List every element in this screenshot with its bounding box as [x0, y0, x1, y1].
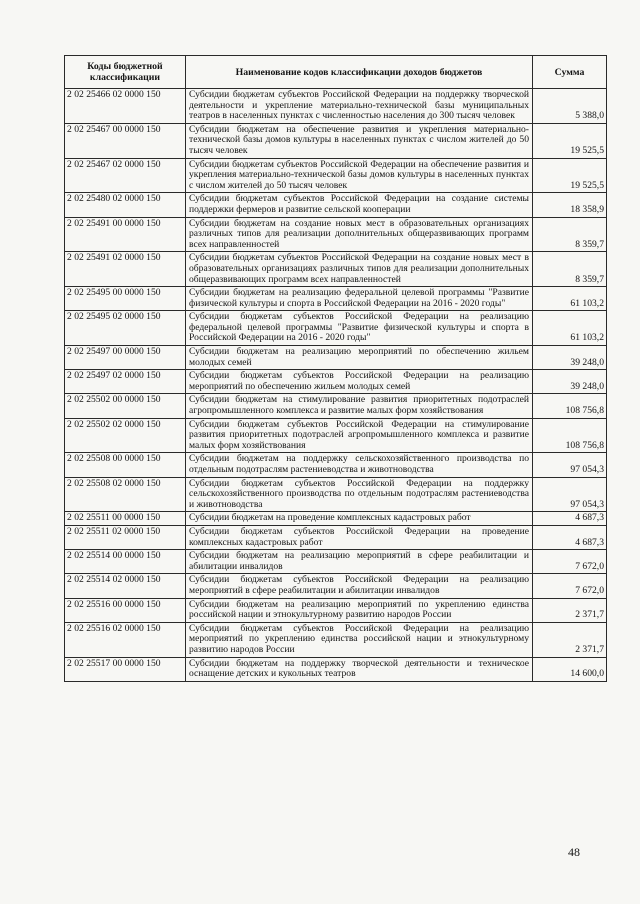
table-row	[65, 158, 607, 193]
table-row	[65, 287, 607, 311]
column-header-code: Коды бюджетной классификации	[65, 56, 186, 89]
cell-code: 2 02 25497 02 0000 150	[65, 370, 186, 394]
cell-name: Субсидии бюджетам на реализацию мероприятий по укреплению единства российской нации и этнокультурному развитию народов России	[186, 598, 533, 622]
cell-sum: 7 672,0	[533, 574, 607, 598]
cell-code: 2 02 25514 02 0000 150	[65, 574, 186, 598]
cell-sum: 61 103,2	[533, 287, 607, 311]
cell-code: 2 02 25495 00 0000 150	[65, 287, 186, 311]
cell-sum: 108 756,8	[533, 394, 607, 418]
table-row	[65, 477, 607, 512]
cell-code: 2 02 25480 02 0000 150	[65, 193, 186, 217]
cell-name: Субсидии бюджетам на реализацию мероприятий по обеспечению жильем молодых семей	[186, 346, 533, 370]
cell-name: Субсидии бюджетам субъектов Российской Федерации на создание новых мест в образовательных организациях различных типов для реализации дополнительных общеразвивающих программ всех направленностей	[186, 252, 533, 287]
cell-sum: 14 600,0	[533, 657, 607, 681]
cell-sum: 19 525,5	[533, 123, 607, 158]
cell-name: Субсидии бюджетам на поддержку творческой деятельности и техническое оснащение детских и кукольных театров	[186, 657, 533, 681]
cell-code: 2 02 25516 02 0000 150	[65, 622, 186, 657]
cell-name: Субсидии бюджетам субъектов Российской Федерации на поддержку сельскохозяйственного производства по отдельным подотраслям растениеводства и животноводства	[186, 477, 533, 512]
cell-code: 2 02 25511 00 0000 150	[65, 512, 186, 526]
cell-sum: 39 248,0	[533, 346, 607, 370]
cell-name: Субсидии бюджетам субъектов Российской Федерации на проведение комплексных кадастровых работ	[186, 525, 533, 549]
cell-code: 2 02 25511 02 0000 150	[65, 525, 186, 549]
cell-name: Субсидии бюджетам субъектов Российской Федерации на реализацию федеральной целевой программы "Развитие физической культуры и спорта в Российской Федерации на 2016 - 2020 годы"	[186, 311, 533, 346]
table-row	[65, 453, 607, 477]
cell-name: Субсидии бюджетам на создание новых мест в образовательных организациях различных типов для реализации дополнительных общеразвивающих программ всех направленностей	[186, 217, 533, 252]
cell-sum: 4 687,3	[533, 512, 607, 526]
cell-sum: 19 525,5	[533, 158, 607, 193]
page-number: 48	[568, 845, 580, 859]
cell-name: Субсидии бюджетам субъектов Российской Федерации на реализацию мероприятий по обеспечению жильем молодых семей	[186, 370, 533, 394]
table-header-row	[65, 56, 607, 89]
table-row	[65, 550, 607, 574]
column-header-name: Наименование кодов классификации доходов бюджетов	[186, 56, 533, 89]
cell-code: 2 02 25467 02 0000 150	[65, 158, 186, 193]
table-row	[65, 657, 607, 681]
table-row	[65, 574, 607, 598]
table-row	[65, 123, 607, 158]
cell-sum: 39 248,0	[533, 370, 607, 394]
cell-code: 2 02 25508 02 0000 150	[65, 477, 186, 512]
cell-name: Субсидии бюджетам субъектов Российской Федерации на обеспечение развития и укрепления материально-технической базы домов культуры в населенных пунктах с числом жителей до 50 тысяч человек	[186, 158, 533, 193]
table-row	[65, 252, 607, 287]
cell-code: 2 02 25517 00 0000 150	[65, 657, 186, 681]
cell-code: 2 02 25466 02 0000 150	[65, 89, 186, 124]
cell-sum: 61 103,2	[533, 311, 607, 346]
cell-sum: 97 054,3	[533, 477, 607, 512]
cell-sum: 18 358,9	[533, 193, 607, 217]
budget-revenue-table	[64, 55, 607, 682]
table-row	[65, 346, 607, 370]
table-row	[65, 418, 607, 453]
cell-sum: 8 359,7	[533, 252, 607, 287]
cell-name: Субсидии бюджетам на реализацию мероприятий в сфере реабилитации и абилитации инвалидов	[186, 550, 533, 574]
table-row	[65, 512, 607, 526]
table-row	[65, 525, 607, 549]
cell-name: Субсидии бюджетам субъектов Российской Федерации на реализацию мероприятий по укреплению единства российской нации и этнокультурному развитию народов России	[186, 622, 533, 657]
cell-code: 2 02 25497 00 0000 150	[65, 346, 186, 370]
cell-code: 2 02 25491 00 0000 150	[65, 217, 186, 252]
table-row	[65, 622, 607, 657]
cell-name: Субсидии бюджетам на обеспечение развития и укрепления материально-технической базы домов культуры в населенных пунктах с числом жителей до 50 тысяч человек	[186, 123, 533, 158]
cell-name: Субсидии бюджетам субъектов Российской Федерации на стимулирование развития приоритетных подотраслей агропромышленного комплекса и развитие малых форм хозяйствования	[186, 418, 533, 453]
cell-name: Субсидии бюджетам на стимулирование развития приоритетных подотраслей агропромышленного комплекса и развитие малых форм хозяйствования	[186, 394, 533, 418]
cell-name: Субсидии бюджетам субъектов Российской Федерации на поддержку творческой деятельности и укрепление материально-технической базы муниципальных театров в населенных пунктах с численностью населения до 300 тысяч человек	[186, 89, 533, 124]
cell-code: 2 02 25516 00 0000 150	[65, 598, 186, 622]
cell-name: Субсидии бюджетам субъектов Российской Федерации на создание системы поддержки фермеров и развитие сельской кооперации	[186, 193, 533, 217]
cell-name: Субсидии бюджетам на реализацию федеральной целевой программы "Развитие физической культуры и спорта в Российской Федерации на 2016 - 2020 годы"	[186, 287, 533, 311]
table-row	[65, 217, 607, 252]
table-row	[65, 598, 607, 622]
cell-sum: 5 388,0	[533, 89, 607, 124]
cell-code: 2 02 25502 00 0000 150	[65, 394, 186, 418]
cell-sum: 108 756,8	[533, 418, 607, 453]
cell-sum: 8 359,7	[533, 217, 607, 252]
column-header-sum: Сумма	[533, 56, 607, 89]
cell-code: 2 02 25467 00 0000 150	[65, 123, 186, 158]
cell-code: 2 02 25502 02 0000 150	[65, 418, 186, 453]
table-row	[65, 89, 607, 124]
table-row	[65, 193, 607, 217]
cell-name: Субсидии бюджетам на поддержку сельскохозяйственного производства по отдельным подотраслям растениеводства и животноводства	[186, 453, 533, 477]
cell-sum: 2 371,7	[533, 598, 607, 622]
cell-code: 2 02 25495 02 0000 150	[65, 311, 186, 346]
cell-sum: 7 672,0	[533, 550, 607, 574]
cell-sum: 97 054,3	[533, 453, 607, 477]
table-row	[65, 311, 607, 346]
cell-name: Субсидии бюджетам субъектов Российской Федерации на реализацию мероприятий в сфере реабилитации и абилитации инвалидов	[186, 574, 533, 598]
cell-code: 2 02 25491 02 0000 150	[65, 252, 186, 287]
cell-code: 2 02 25514 00 0000 150	[65, 550, 186, 574]
cell-code: 2 02 25508 00 0000 150	[65, 453, 186, 477]
cell-sum: 4 687,3	[533, 525, 607, 549]
cell-name: Субсидии бюджетам на проведение комплексных кадастровых работ	[186, 512, 533, 526]
table-row	[65, 370, 607, 394]
cell-sum: 2 371,7	[533, 622, 607, 657]
table-row	[65, 394, 607, 418]
